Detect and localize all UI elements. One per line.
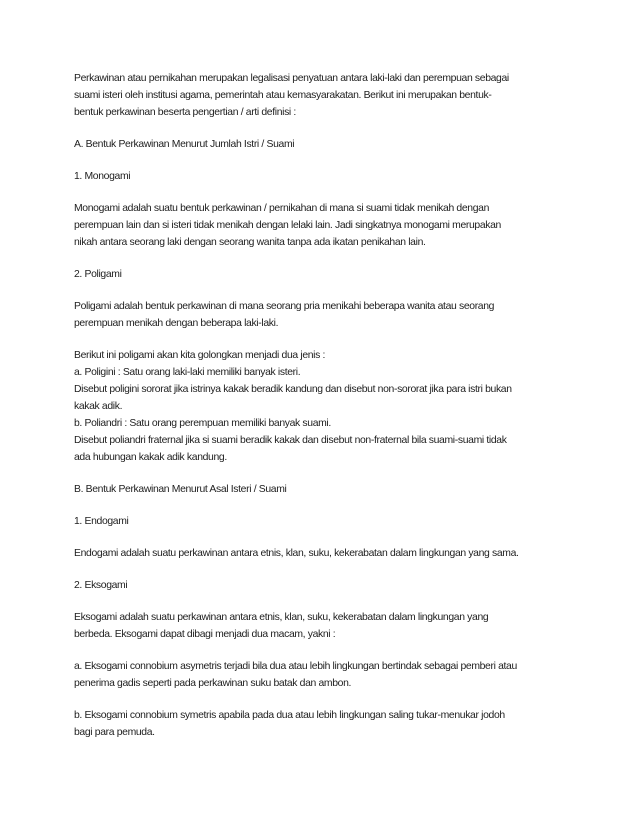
- text-line: a. Poligini : Satu orang laki-laki memiliki banyak isteri.: [74, 367, 301, 378]
- text-line: Poligami adalah bentuk perkawinan di mana seorang pria menikahi beberapa wanita atau seorang: [74, 301, 495, 312]
- document-page: [74, 70, 574, 741]
- text-line: kakak adik.: [74, 401, 123, 412]
- section-a-heading: A. Bentuk Perkawinan Menurut Jumlah Istri / Suami: [74, 139, 295, 150]
- endogami-paragraph: [74, 545, 574, 562]
- text-line: Disebut poligini sororat jika istrinya kakak beradik kandung dan disebut non-sororat jika para istri bukan: [74, 384, 512, 395]
- text-line: perempuan menikah dengan beberapa laki-laki.: [74, 318, 279, 329]
- monogami-heading: 1. Monogami: [74, 171, 131, 182]
- text-line: bentuk perkawinan beserta pengertian / arti definisi :: [74, 107, 296, 118]
- text-line: b. Poliandri : Satu orang perempuan memiliki banyak suami.: [74, 418, 331, 429]
- text-line: a. Eksogami connobium asymetris terjadi bila dua atau lebih lingkungan bertindak sebagai pemberi atau: [74, 661, 517, 672]
- text-line: Eksogami adalah suatu perkawinan antara etnis, klan, suku, kekerabatan dalam lingkungan yang: [74, 612, 489, 623]
- section-b-heading: B. Bentuk Perkawinan Menurut Asal Isteri / Suami: [74, 484, 287, 495]
- eksogami-heading: 2. Eksogami: [74, 580, 128, 591]
- text-line: nikah antara seorang laki dengan seorang wanita tanpa ada ikatan penikahan lain.: [74, 237, 426, 248]
- text-line: penerima gadis seperti pada perkawinan suku batak dan ambon.: [74, 678, 352, 689]
- text-line: Endogami adalah suatu perkawinan antara etnis, klan, suku, kekerabatan dalam lingkungan yang sama.: [74, 548, 519, 559]
- text-line: ada hubungan kakak adik kandung.: [74, 452, 227, 463]
- monogami-paragraph: [74, 200, 574, 251]
- poligami-heading: 2. Poligami: [74, 269, 122, 280]
- text-line: berbeda. Eksogami dapat dibagi menjadi dua macam, yakni :: [74, 629, 336, 640]
- text-line: b. Eksogami connobium symetris apabila pada dua atau lebih lingkungan saling tukar-menukar jodoh: [74, 710, 505, 721]
- eksogami-a-paragraph: [74, 658, 574, 692]
- text-line: Perkawinan atau pernikahan merupakan legalisasi penyatuan antara laki-laki dan perempuan sebagai: [74, 73, 509, 84]
- text-line: Disebut poliandri fraternal jika si suami beradik kakak dan disebut non-fraternal bila suami-suami tidak: [74, 435, 507, 446]
- text-line: suami isteri oleh institusi agama, pemerintah atau kemasyarakatan. Berikut ini merupakan bentuk-: [74, 90, 492, 101]
- text-line: Monogami adalah suatu bentuk perkawinan / pernikahan di mana si suami tidak menikah dengan: [74, 203, 489, 214]
- intro-paragraph: [74, 70, 574, 121]
- poligami-paragraph: [74, 298, 574, 332]
- poligami-types-paragraph: [74, 347, 574, 466]
- eksogami-b-paragraph: [74, 707, 574, 741]
- eksogami-paragraph: [74, 609, 574, 643]
- endogami-heading: 1. Endogami: [74, 516, 129, 527]
- text-line: perempuan lain dan si isteri tidak menikah dengan lelaki lain. Jadi singkatnya monogami merupakan: [74, 220, 501, 231]
- text-line: Berikut ini poligami akan kita golongkan menjadi dua jenis :: [74, 350, 326, 361]
- text-line: bagi para pemuda.: [74, 727, 155, 738]
